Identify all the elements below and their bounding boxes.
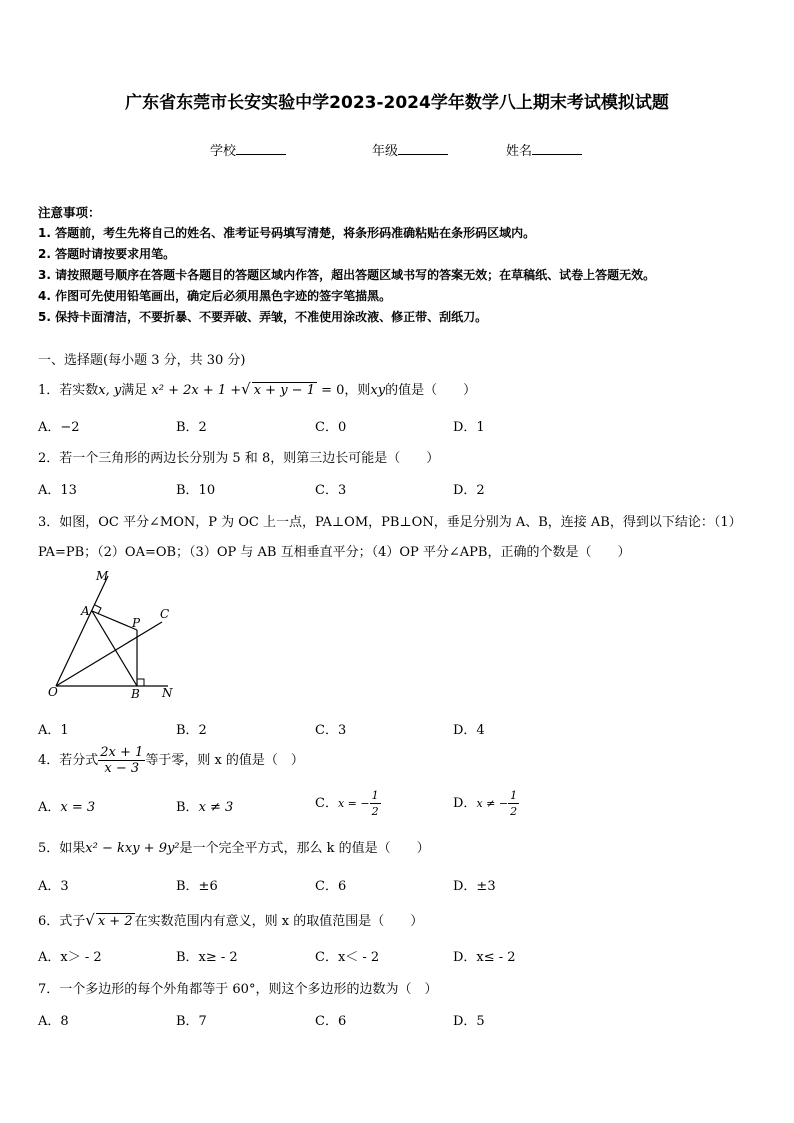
q1-option-b[interactable]: B．2: [176, 420, 207, 435]
q6-option-a[interactable]: A．x＞ - 2: [38, 950, 102, 965]
grade-label: 年级: [372, 144, 399, 159]
q3-option-a[interactable]: A．1: [38, 723, 69, 738]
q4-option-math: x = 3: [60, 800, 96, 815]
q2-option-b[interactable]: B．10: [176, 483, 216, 498]
q4-text: 4．若分式: [38, 753, 99, 768]
q4-option-a[interactable]: [38, 796, 95, 815]
q1-option-a[interactable]: A．−2: [38, 420, 80, 435]
notice-item: 4. 作图可先使用铅笔画出，确定后必须用黑色字迹的签字笔描黑。: [38, 289, 392, 303]
label-n: N: [162, 686, 173, 700]
q5-expression: x² − kxy + 9y²: [85, 841, 180, 856]
q3-option-b[interactable]: B．2: [176, 723, 207, 738]
q4-option-d[interactable]: [453, 788, 519, 819]
notice-item: 5. 保持卡面清洁，不要折暴、不要弄破、弄皱，不准使用涂改液、修正带、刮纸刀。: [38, 310, 488, 324]
school-label: 学校: [210, 144, 237, 159]
q6-option-c[interactable]: C．x＜ - 2: [315, 950, 380, 965]
page-title: 广东省东莞市长安实验中学2023-2024学年数学八上期末考试模拟试题: [125, 93, 669, 113]
name-field: [506, 140, 582, 159]
question-1: [38, 379, 476, 398]
grade-blank: [398, 142, 448, 155]
q5-option-a[interactable]: A．3: [38, 879, 69, 894]
notice-item: 3. 请按照题号顺序在答题卡各题目的答题区域内作答，超出答题区域书写的答案无效；在草稿纸、试卷上答题无效。: [38, 268, 656, 282]
question-2: 2．若一个三角形的两边长分别为 5 和 8，则第三边长可能是（ ）: [38, 451, 440, 466]
q1-vars: x, y: [98, 383, 122, 398]
q4-option-letter: B．: [176, 800, 199, 815]
q1-option-c[interactable]: C．0: [315, 420, 347, 435]
label-b: B: [131, 687, 140, 701]
fraction-numerator: 1: [371, 789, 379, 802]
q3-option-d[interactable]: D．4: [453, 723, 485, 738]
q6-text: 6．式子: [38, 914, 86, 929]
q4-numerator: 2x + 1: [100, 745, 144, 760]
question-3-line2: PA=PB；（2）OA=OB；（3）OP 与 AB 互相垂直平分；（4）OP 平分∠APB，正确的个数是（ ）: [38, 545, 631, 560]
sqrt-icon: √: [241, 380, 251, 398]
q4-option-math: x ≠ −: [476, 797, 509, 810]
section-heading: 一、选择题(每小题 3 分，共 30 分): [38, 353, 246, 368]
q3-option-c[interactable]: C．3: [315, 723, 347, 738]
q4-option-math: x ≠ 3: [198, 800, 234, 815]
q5-text: 是一个完全平方式，那么 k 的值是（ ）: [179, 841, 430, 856]
q1-option-d[interactable]: D．1: [453, 420, 485, 435]
q1-xy: xy: [370, 383, 386, 398]
q5-text: 5．如果: [38, 841, 86, 856]
school-blank: [236, 142, 286, 155]
sqrt-icon: √: [85, 911, 95, 929]
fraction-denominator: 2: [371, 805, 379, 818]
grade-field: [372, 140, 448, 159]
q7-option-b[interactable]: B．7: [176, 1014, 207, 1029]
q7-option-c[interactable]: C．6: [315, 1014, 347, 1029]
label-c: C: [160, 607, 170, 621]
ray-oc: [56, 622, 162, 686]
label-p: P: [132, 616, 141, 630]
q4-d-fraction: [508, 788, 519, 819]
q1-equation: x² + 2x + 1 +: [151, 383, 242, 398]
label-o: O: [48, 685, 58, 699]
q1-text: 满足: [121, 383, 148, 398]
question-6: [38, 910, 423, 929]
question-5: [38, 837, 430, 856]
q1-equation-tail: = 0，则: [321, 383, 371, 398]
ray-om: [56, 576, 108, 686]
q4-fraction: [98, 745, 145, 776]
notice-item: 1. 答题前，考生先将自己的姓名、准考证号码填写清楚，将条形码准确粘贴在条形码区域内。: [38, 226, 536, 240]
q2-option-d[interactable]: D．2: [453, 483, 485, 498]
label-a: A: [81, 604, 90, 618]
q3-figure: [40, 568, 180, 703]
q4-option-c[interactable]: [315, 788, 381, 819]
q7-option-a[interactable]: A．8: [38, 1014, 69, 1029]
label-m: M: [96, 569, 109, 583]
name-label: 姓名: [506, 144, 533, 159]
name-blank: [532, 142, 582, 155]
q6-option-d[interactable]: D．x≤ - 2: [453, 950, 516, 965]
question-7: 7．一个多边形的每个外角都等于 60°，则这个多边形的边数为（ ）: [38, 982, 438, 997]
q6-text: 在实数范围内有意义，则 x 的取值范围是（ ）: [134, 914, 424, 929]
q4-option-letter: D．: [453, 796, 477, 811]
q5-option-c[interactable]: C．6: [315, 879, 347, 894]
q5-option-b[interactable]: B．±6: [176, 879, 218, 894]
q2-option-a[interactable]: A．13: [38, 483, 77, 498]
q1-root: x + y − 1: [253, 383, 315, 398]
school-field: [210, 140, 286, 159]
q4-option-math: x = −: [337, 797, 370, 810]
fraction-numerator: 1: [510, 789, 518, 802]
q6-root: x + 2: [97, 914, 133, 929]
q4-option-b[interactable]: [176, 796, 233, 815]
q6-option-b[interactable]: B．x≥ - 2: [176, 950, 238, 965]
question-3-line1: 3．如图，OC 平分∠MON，P 为 OC 上一点，PA⊥OM，PB⊥ON，垂足分别为 A、B，连接 AB，得到以下结论：（1）: [38, 515, 742, 530]
notice-item: 2. 答题时请按要求用笔。: [38, 247, 176, 261]
q5-option-d[interactable]: D．±3: [453, 879, 496, 894]
q4-denominator: x − 3: [104, 761, 140, 776]
fraction-denominator: 2: [510, 805, 518, 818]
q7-option-d[interactable]: D．5: [453, 1014, 485, 1029]
q4-c-fraction: [370, 788, 381, 819]
q4-option-letter: C．: [315, 796, 338, 811]
right-angle-b: [137, 679, 144, 686]
q4-text: 等于零，则 x 的值是（ ）: [145, 753, 304, 768]
notice-heading: 注意事项：: [38, 205, 101, 220]
q4-option-letter: A．: [38, 800, 61, 815]
q2-option-c[interactable]: C．3: [315, 483, 347, 498]
question-4: [38, 745, 304, 776]
segment-pa: [92, 611, 137, 630]
q1-text: 的值是（ ）: [385, 383, 477, 398]
segment-ab: [92, 611, 137, 686]
q1-text: 1．若实数: [38, 383, 99, 398]
